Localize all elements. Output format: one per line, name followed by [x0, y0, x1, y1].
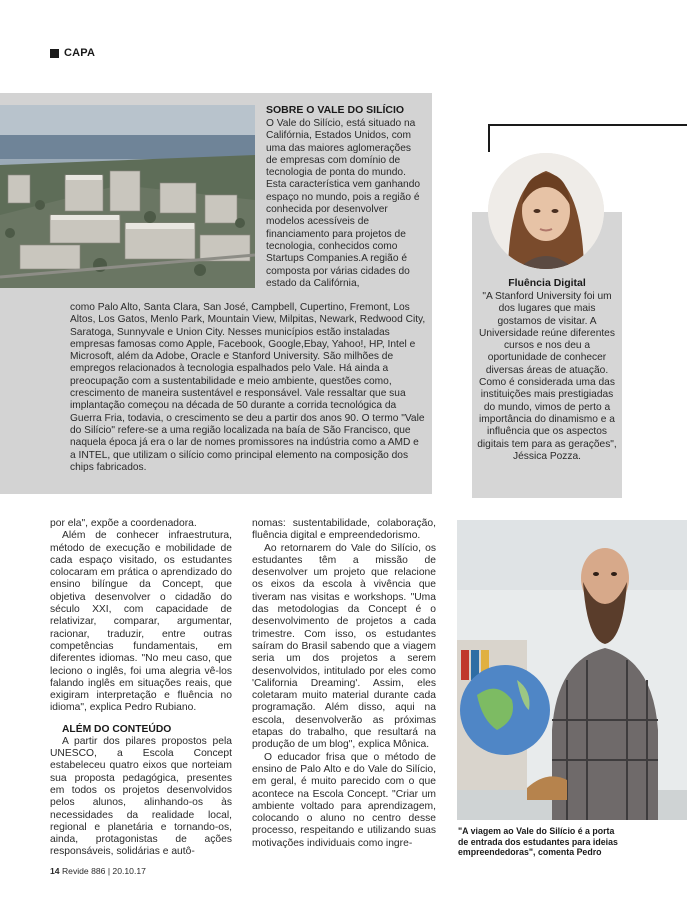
accent-rule-horizontal	[488, 124, 687, 126]
sidebar-text-right: O Vale do Silício, está situado na Califórnia, Estados Unidos, com uma das maiores aglomerações de empresas com domínio de tecnologia de ponta do mundo. Esta característica vem ganhando espaço no mundo, pois a região é conhecida por desenvolver modelos acessíveis de financiamento para projetos de tecnologia, conhecidos como Startups Companies.A região é composta por várias cidades do estado da Califórnia,	[266, 118, 421, 289]
publication-info: Revide 886 | 20.10.17	[61, 866, 146, 876]
student-portrait	[488, 153, 604, 269]
page-number: 14	[50, 866, 60, 876]
section-label: CAPA	[64, 47, 96, 59]
article-column-1	[50, 518, 232, 859]
article-column-2	[252, 518, 436, 850]
teacher-photo	[457, 520, 687, 820]
quote-text: "A Stanford University foi um dos lugares que mais gostamos de visitar. A Universidade reúne diferentes cursos e nos deu a oportunidade de conhecer diversas áreas de atuação. Como é considerada uma das instituições mais prestigiadas do mundo, vimos de perto a importância do dinamismo e a influência que os aspectos digitais tem para as gerações", Jéssica Pozza.	[477, 291, 617, 462]
page-footer	[50, 866, 146, 876]
article-paragraph: Ao retornarem do Vale do Silício, os estudantes têm a missão de desenvolver um projeto que relacione os eixos da escola à vivência que tiveram nas visitas e workshops. "Uma das metodologias da Concept é o desenvolvimento de projetos a cada trimestre. Com isso, os estudantes saíram do Brasil sabendo que a viagem seria um dos projetos a serem desenvolvidos, intitulado por eles como 'California Dreaming'. Assim, eles coletaram muito material durante cada programação. Além disso, aqui na escola, desenvolverão as próximas etapas do trabalho, que resultará na produção de um blog", explica Mônica.	[252, 542, 436, 751]
article-paragraph: Além de conhecer infraestrutura, método de execução e mobilidade de cada espaço visitado, os estudantes colocaram em prática o aprendizado do ensino bilíngue da Concept, que objetiva desenvolver o cidadão do século XXI, com capacidade de relativizar, comparar, argumentar, racionar, traduzir, entre outras competências fundamentais, em diferentes idiomas. "No meu caso, que leciono o inglês, foi uma alegria vê-los falando inglês em situações reais, que exigiram interpretação e fluência no idioma", explica Pedro Rubiano.	[50, 530, 232, 714]
article-paragraph: O educador frisa que o método de ensino de Palo Alto e do Vale do Silício, em geral, é muito parecido com o que acontece na Escola Concept. "Criar um ambiente voltado para aprendizagem, colocando o aluno no centro desse processo, respeitando e utilizando suas motivações individuais como ingre-	[252, 751, 436, 849]
sidebar-title: SOBRE O VALE DO SILÍCIO	[266, 104, 405, 116]
article-paragraph: por ela", expõe a coordenadora.	[50, 518, 197, 529]
section-marker	[50, 49, 59, 58]
article-subheading: ALÉM DO CONTEÚDO	[62, 723, 172, 735]
article-paragraph: A partir dos pilares propostos pela UNESCO, a Escola Concept estabeleceu quatro eixos que norteiam sua proposta pedagógica, presentes em todos os projetos desenvolvidos pelos alunos, alinhando-os às necessidades da realidade local, regional e planetária e tornando-os, ainda, protagonistas de ações responsáveis, solidárias e autô-	[50, 735, 232, 858]
aerial-city-photo	[0, 105, 255, 288]
sidebar-text-full: como Palo Alto, Santa Clara, San José, Campbell, Cupertino, Fremont, Los Altos, Los Gatos, Menlo Park, Mountain View, Milpitas, Newark, Redwood City, Saratoga, Sunnyvale e Union City. Nesses municípios estão instaladas empresas famosas como Apple, Facebook, Google,Ebay, Yahoo!, HP, Intel e Microsoft, além da Adobe, Oracle e Stanford University. São milhões de empregos relacionados à tecnologia espalhados pelo Vale. Há ainda a preocupação com a sustentabilidade e meio ambiente, questões como, crescimento de maneira sustentável e responsável. Vale ressaltar que sua implantação começou na década de 50 durante a corrida tecnológica da Guerra Fria, todavia, o crescimento se deu a partir dos anos 90. O termo "Vale do Silício" refere-se a uma região localizada na baía de São Francisco, que naquela época já era o lar de nomes promissores na indústria como a AMD e a INTEL, que utilizam o silício como principal elemento na composição dos chips fabricados.	[70, 302, 426, 473]
accent-rule-vertical	[488, 124, 490, 152]
section-tag	[50, 46, 95, 60]
quote-title: Fluência Digital	[508, 277, 586, 289]
article-paragraph: nomas: sustentabilidade, colaboração, fluência digital e empreendedorismo.	[252, 518, 436, 542]
photo-caption: "A viagem ao Vale do Silício é a porta de entrada dos estudantes para ideias empreendedoras", comenta Pedro	[458, 826, 618, 857]
